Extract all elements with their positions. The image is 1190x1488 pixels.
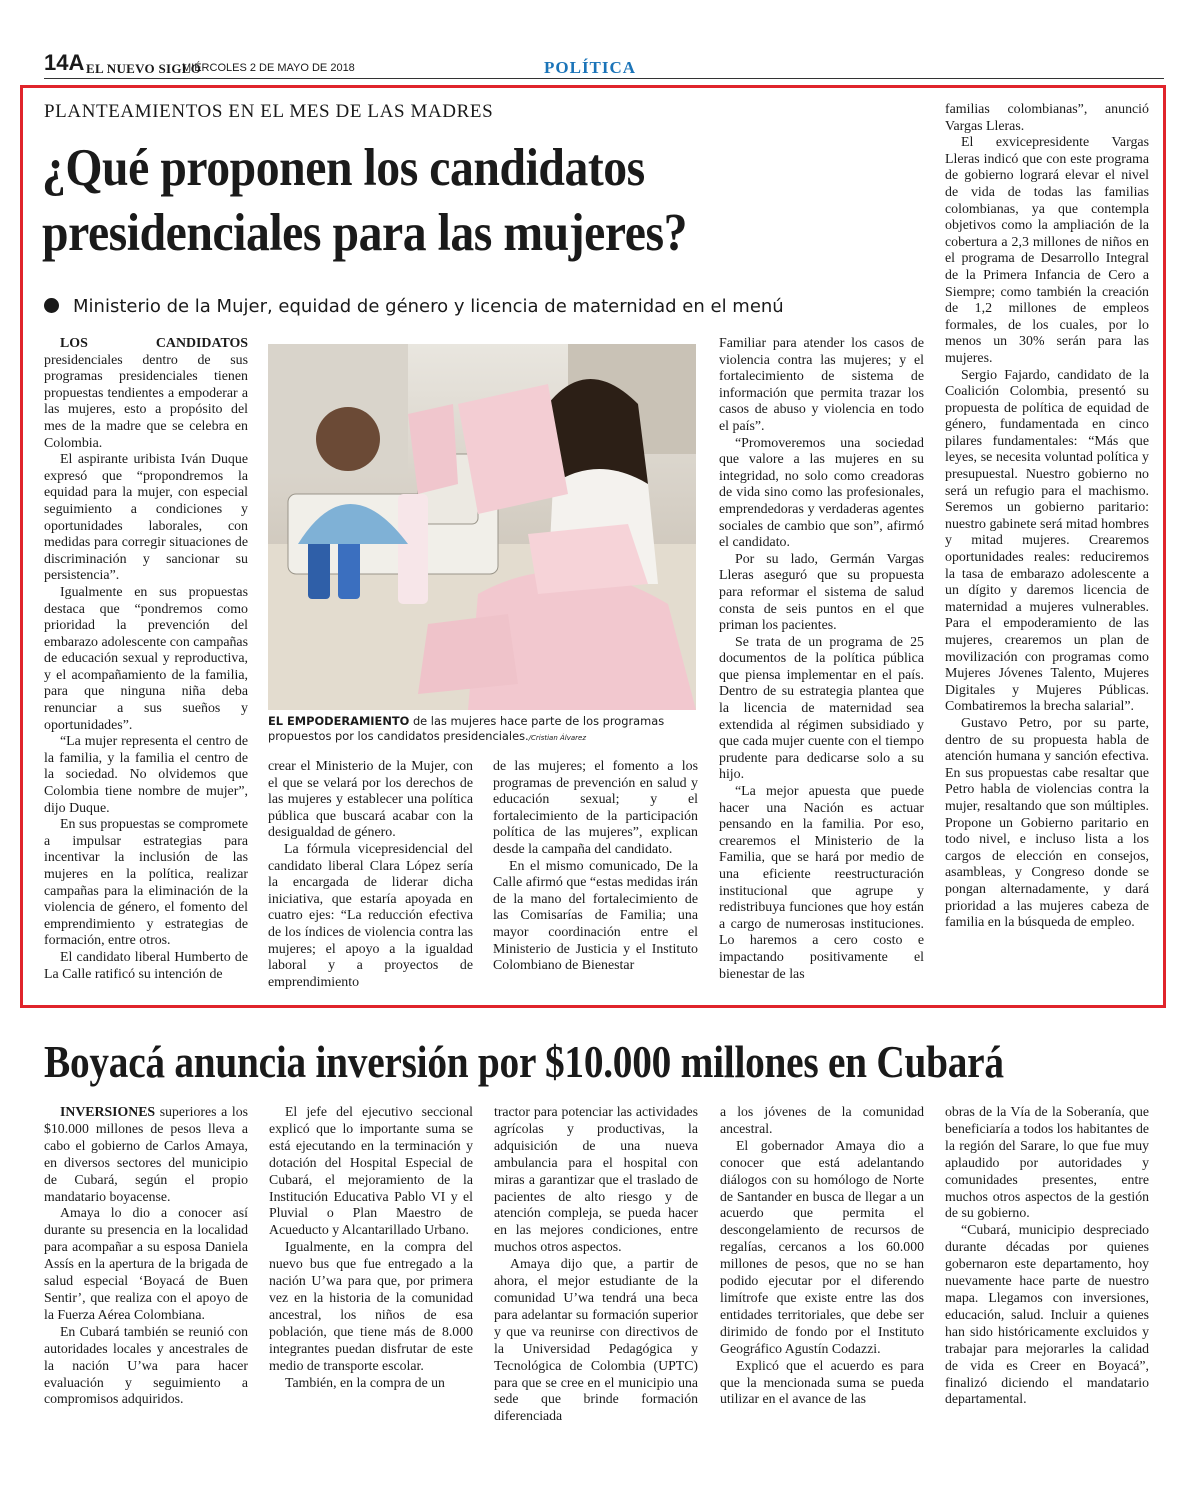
issue-date: MIÉRCOLES 2 DE MAYO DE 2018 — [182, 62, 355, 74]
subhead-text: Ministerio de la Mujer, equidad de género y licencia de maternidad en el menú — [73, 296, 784, 317]
paragraph: Sergio Fajardo, candidato de la Coalición Colombia, presentó su propuesta de política de equidad de género, fundamentada en cinco pilares fundamentales: “Más que leyes, se necesita voluntad política y presupuestal. Nuestro gobierno no será un refugio para el machismo. Seremos un gobierno paritario: nuestro gabinete será mitad hombres y mitad mujeres. Crearemos oportunidades reales: reduciremos la tasa de embarazo adolescente a un dígito y daremos licencia de maternidad a mujeres vulnerables. Para el empoderamiento de las mujeres, crearemos un plan de movilización con programas como Mujeres Jóvenes Talento, Mujeres Digitales y Mujeres Públicas. Combatiremos la brecha salarial”. — [945, 367, 1149, 715]
paragraph: obras de la Vía de la Soberanía, que beneficiaría a todos los habitantes de la región del Sarare, lo que fue muy aplaudido por autoridades y comunidades presentes, entre muchos otros aspectos de la gestión de su gobierno. — [945, 1104, 1149, 1221]
page-number: 14A — [44, 50, 85, 75]
photo-credit: /Cristian Álvarez — [528, 734, 587, 742]
paragraph: “La mujer representa el centro de la familia, y la familia el centro de la sociedad. No olvidemos que Colombia tiene nombre de mujer”, dijo Duque. — [44, 734, 248, 816]
paragraph: familias colombianas”, anunció Vargas Lleras. — [945, 102, 1149, 134]
article-2-column-4 — [720, 1104, 924, 1408]
paragraph: presidenciales dentro de sus programas presidenciales tienen propuestas tendientes a empoderar a las mujeres, esto a propósito del mes de la madre que se celebra en Colombia. — [44, 352, 248, 451]
paragraph: de las mujeres; el fomento a los programas de prevención en salud y educación sexual; y el fortalecimiento de la participación política de las mujeres”, explican desde la campaña del candidato. — [493, 759, 698, 857]
paragraph: crear el Ministerio de la Mujer, con el que se velará por los derechos de las mujeres y establecer una política pública que buscará acabar con la desigualdad de género. — [268, 759, 473, 841]
paragraph: superiores a los $10.000 millones de pesos lleva a cabo el gobierno de Carlos Amaya, en diversos sectores del municipio de Cubará, según el propio mandatario boyacense. — [44, 1104, 248, 1204]
paragraph: En sus propuestas se compromete a impulsar estrategias para incentivar la inclusión de las mujeres en la política, realizar campañas para la eliminación de la violencia de género, el fomento del emprendimiento y estrategias de formación, entre otros. — [44, 817, 248, 949]
paragraph: Familiar para atender los casos de violencia contra las mujeres; y el fortalecimiento de sistema de información que permita trazar los casos de abuso y violencia en todo el país”. — [719, 336, 924, 434]
article-2-column-5 — [945, 1104, 1149, 1408]
caption-text: de las mujeres hace parte de los programas propuestos por los candidatos presidenciales. — [268, 714, 665, 743]
article-column-4 — [719, 336, 924, 983]
article-column-3 — [493, 759, 698, 975]
paragraph: Gustavo Petro, por su parte, dentro de su propuesta habla de atención humana y sanción efectiva. En sus propuestas cabe resaltar que Petro habla de violencias contra la mujer, resaltando que son múltiples. Propone un Gobierno paritario en todo nivel, e incluso lista a los cargos de elección en consejos, asambleas, y Congreso donde se pongan alternadamente, y dará prioridad a las mujeres cabeza de familia en la búsqueda de empleo. — [945, 715, 1149, 931]
paragraph: tractor para potenciar las actividades agrícolas y productivas, la adquisición de una nueva ambulancia para el hospital con miras a garantizar que el traslado de pacientes de alto riesgo y de atención compleja, se pueda hacer en las mejores condiciones, entre muchos otros aspectos. — [494, 1104, 698, 1255]
article-column-2 — [268, 759, 473, 991]
headline-line-1: ¿Qué proponen los candidatos — [42, 139, 645, 197]
article-headline — [42, 136, 834, 266]
paragraph: En el mismo comunicado, De la Calle afirmó que “estas medidas irán de la mano del fortalecimiento de las Comisarías de Familia; una mayor coordinación entre el Ministerio de Justicia y el Instituto Colombiano de Bienestar — [493, 858, 698, 974]
article-2-headline: Boyacá anuncia inversión por $10.000 millones en Cubará — [44, 1036, 1004, 1087]
paragraph: En Cubará también se reunió con autoridades locales y ancestrales de la nación U’wa para hacer evaluación y seguimiento a compromisos adquiridos. — [44, 1323, 248, 1407]
article-photo — [268, 344, 696, 710]
lead-word: LOS CANDIDATOS — [60, 336, 248, 351]
article-column-1 — [44, 336, 248, 983]
paragraph: “La mejor apuesta que puede hacer una Nación es actuar pensando en la familia. Por eso, crearemos el Ministerio de la Familia, que se hará por medio de una eficiente reestructuración institucional que agrupe y redistribuya funciones que hoy están a cargo de numerosas instituciones. Lo haremos a cero costo e impactando positivamente el bienestar de las — [719, 784, 924, 982]
article-2-column-1 — [44, 1104, 248, 1408]
lead-word: INVERSIONES — [60, 1104, 156, 1119]
paragraph: El gobernador Amaya dio a conocer que está adelantando diálogos con su homólogo de Norte de Santander en busca de llegar a un acuerdo que permita el descongelamiento de recursos de regalías, cercanos a los 60.000 millones de pesos, que no se han podido ejecutar por el diferendo limítrofe que existe entre las dos entidades territoriales, que debe ser dirimido de fondo por el Instituto Geográfico Agustín Codazzi. — [720, 1137, 924, 1356]
paragraph: Amaya dijo que, a partir de ahora, el mejor estudiante de la comunidad U’wa tendrá una beca para adelantar su formación superior y que va reunirse con directivos de la Universidad Pedagógica y Tecnológica de Colombia (UPTC) para que se cree en el municipio una sede que brinde formación diferenciada — [494, 1256, 698, 1424]
paragraph: Explicó que el acuerdo es para que la mencionada suma se pueda utilizar en el avance de las — [720, 1357, 924, 1407]
paragraph: Se trata de un programa de 25 documentos de la política pública que piensa implementar en el país. Dentro de su estrategia plantea que la licencia de maternidad sea extendida al régimen subsidiado y que cada mujer cuente con el tiempo prudente para dedicarse solo a su hijo. — [719, 634, 924, 783]
article-column-5 — [945, 102, 1149, 932]
paragraph: “Cubará, municipio despreciado durante décadas por quienes gobernaron este departamento, hoy nuevamente hace parte de nuestro mapa. Llegamos con inversiones, educación, salud. Incluir a quienes han sido históricamente excluidos y trabajar para mejorarles la calidad de vida es Creer en Boyacá”, finalizó diciendo el mandatario departamental. — [945, 1222, 1149, 1407]
paragraph: a los jóvenes de la comunidad ancestral. — [720, 1104, 924, 1136]
paragraph: Amaya lo dio a conocer así durante su presencia en la localidad para acompañar a su esposa Daniela Assís en la apertura de la brigada de salud especial ‘Boyacá de Buen Sentir’, que realiza con el apoyo de la Fuerza Aérea Colombiana. — [44, 1205, 248, 1322]
photo-illustration — [268, 344, 696, 710]
paragraph: “Promoveremos una sociedad que valore a las mujeres en su integridad, no solo como creadoras de vida sino como las profesionales, emprendedoras y verdaderas agentes sociales de cambio que son”, afirmó el candidato. — [719, 435, 924, 551]
article-2-column-2 — [269, 1104, 473, 1391]
paragraph: Por su lado, Germán Vargas Lleras aseguró que su propuesta para reformar el sistema de salud consta de seis puntos en el que priman los pacientes. — [719, 551, 924, 634]
article-kicker: PLANTEAMIENTOS EN EL MES DE LAS MADRES — [44, 101, 494, 122]
headline-line-2: presidenciales para las mujeres? — [42, 204, 687, 262]
article-subhead — [44, 296, 904, 317]
bullet-icon — [44, 298, 59, 313]
paragraph: También, en la compra de un — [285, 1374, 445, 1390]
paragraph: El aspirante uribista Iván Duque expresó que “propondremos la equidad para la mujer, con especial seguimiento a condiciones y oportunidades laborales, con medidas para corregir situaciones de discriminación y sancionar su persistencia”. — [44, 452, 248, 584]
paragraph: El jefe del ejecutivo seccional explicó que lo importante suma se está ejecutando en la terminación y dotación del Hospital Especial de Cubará, el mejoramiento de la Institución Educativa Pablo VI y el Pluvial o Plan Maestro de Acueducto y Alcantarillado Urbano. — [269, 1104, 473, 1238]
paragraph: Igualmente en sus propuestas destaca que “pondremos como prioridad la prevención del embarazo adolescente con campañas de educación sexual y reproductiva, y el acompañamiento de la familia, para que ninguna niña deba renunciar a sus sueños y oportunidades”. — [44, 584, 249, 733]
paragraph: Igualmente, en la compra del nuevo bus que fue entregado a la nación U’wa para que, por primera vez en la historia de la comunidad ancestral, los niños de esa población, que tiene más de 8.000 integrantes puedan disfrutar de este medio de transporte escolar. — [269, 1239, 473, 1373]
paragraph: El exvicepresidente Vargas Lleras indicó que con este programa de gobierno logrará elevar el nivel de vida de todas las familias colombianas, ya que contempla objetivos como la ampliación de la cobertura a 2,3 millones de niños en el programa de Desarrollo Integral de la Primera Infancia de Cero a Siempre; como también la creación de 1,2 millones de empleos formales, de los cuales, por lo menos un 30% serán para las mujeres. — [945, 135, 1149, 366]
newspaper-name: EL NUEVO SIGLO — [86, 61, 202, 76]
paragraph: El candidato liberal Humberto de La Calle ratificó su intención de — [44, 949, 248, 982]
caption-lead: EL EMPODERAMIENTO — [268, 714, 410, 728]
photo-caption — [268, 714, 696, 746]
paragraph: La fórmula vicepresidencial del candidato liberal Clara López sería la encargada de liderar dicha iniciativa, que estaría apoyada en cuatro ejes: “La reducción efectiva de los índices de violencia contra las mujeres; el apoyo a la igualdad laboral y a proyectos de emprendimiento — [268, 841, 473, 990]
section-title: POLÍTICA — [544, 58, 637, 77]
article-2-column-3 — [494, 1104, 698, 1425]
header-rule — [44, 78, 1164, 79]
